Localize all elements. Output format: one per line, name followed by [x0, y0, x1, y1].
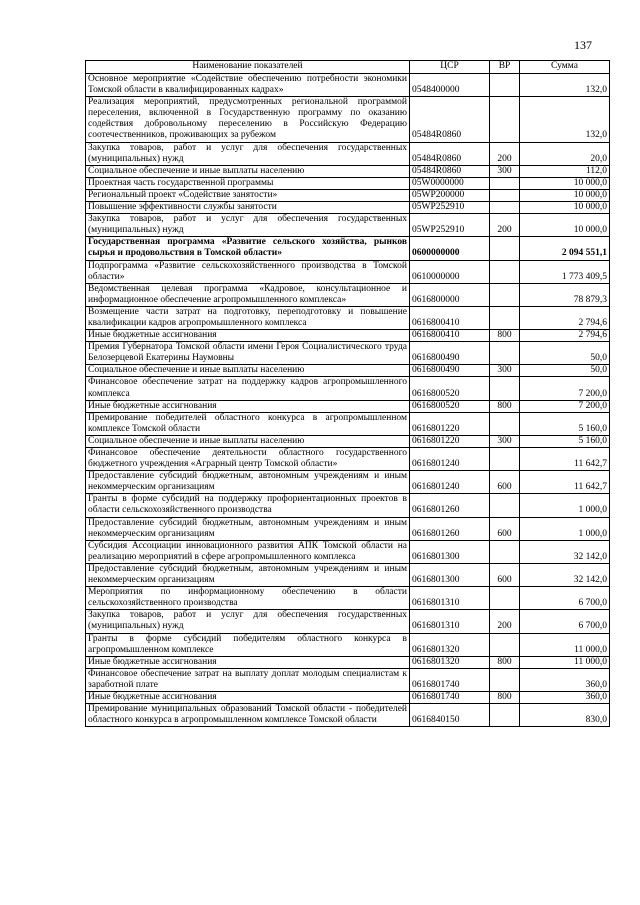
cell-csr: 0616801260: [410, 517, 490, 540]
cell-vr: 200: [490, 142, 520, 165]
cell-vr: 600: [490, 471, 520, 494]
cell-csr: 0616801320: [410, 633, 490, 656]
cell-sum: 11 000,0: [520, 656, 610, 668]
table-row: [86, 540, 610, 563]
cell-csr: 0616801740: [410, 691, 490, 703]
cell-vr: [490, 342, 520, 365]
cell-name: Финансовое обеспечение деятельности областного государственного бюджетного учреждения «Аграрный центр Томской области»: [86, 448, 410, 471]
cell-name: Основное мероприятие «Содействие обеспечению потребности экономики Томской области в квалифицированных кадрах»: [86, 74, 410, 97]
table-row: [86, 342, 610, 365]
cell-vr: [490, 704, 520, 727]
cell-name: Ведомственная целевая программа «Кадровое, консультационное и информационное обеспечение агропромышленного комплекса»: [86, 283, 410, 306]
table-header-row: [86, 61, 610, 74]
cell-sum: 32 142,0: [520, 563, 610, 586]
cell-name: Реализация мероприятий, предусмотренных региональной программой переселения, включенной в Государственную программу по оказанию содействия добровольному переселению в Российскую Федерацию соотечественников, проживающих за рубежом: [86, 97, 410, 142]
cell-sum: 11 642,7: [520, 471, 610, 494]
cell-vr: 300: [490, 365, 520, 377]
cell-name: Иные бюджетные ассигнования: [86, 656, 410, 668]
cell-csr: 0616801260: [410, 494, 490, 517]
table-row: [86, 517, 610, 540]
budget-table: [85, 60, 610, 727]
cell-vr: [490, 237, 520, 260]
cell-csr: 0610000000: [410, 260, 490, 283]
cell-sum: 1 000,0: [520, 517, 610, 540]
table-row: [86, 283, 610, 306]
cell-sum: 20,0: [520, 142, 610, 165]
cell-csr: 0616800490: [410, 365, 490, 377]
cell-vr: 300: [490, 435, 520, 447]
cell-csr: 0616801240: [410, 448, 490, 471]
cell-vr: 200: [490, 214, 520, 237]
table-row: [86, 237, 610, 260]
cell-sum: 10 000,0: [520, 214, 610, 237]
table-row: [86, 704, 610, 727]
cell-csr: 05WP252910: [410, 202, 490, 214]
table-row: [86, 471, 610, 494]
cell-name: Социальное обеспечение и иные выплаты населению: [86, 435, 410, 447]
cell-vr: 800: [490, 330, 520, 342]
cell-csr: 0616800520: [410, 400, 490, 412]
cell-name: Премирование победителей областного конкурса в агропромышленном комплексе Томской области: [86, 412, 410, 435]
header-csr: ЦСР: [410, 61, 490, 74]
cell-sum: 360,0: [520, 668, 610, 691]
cell-csr: 0616801300: [410, 540, 490, 563]
cell-name: Региональный проект «Содействие занятости»: [86, 189, 410, 201]
cell-name: Мероприятия по информационному обеспечению в области сельскохозяйственного производства: [86, 587, 410, 610]
cell-csr: 0616800000: [410, 283, 490, 306]
cell-csr: 0616801240: [410, 471, 490, 494]
cell-sum: 11 000,0: [520, 633, 610, 656]
table-row: [86, 377, 610, 400]
cell-sum: 2 794,6: [520, 330, 610, 342]
cell-sum: 5 160,0: [520, 412, 610, 435]
cell-sum: 2 794,6: [520, 306, 610, 329]
cell-vr: [490, 97, 520, 142]
cell-vr: [490, 377, 520, 400]
cell-name: Закупка товаров, работ и услуг для обеспечения государственных (муниципальных) нужд: [86, 610, 410, 633]
table-row: [86, 165, 610, 177]
table-row: [86, 365, 610, 377]
cell-csr: 0616800490: [410, 342, 490, 365]
cell-vr: [490, 260, 520, 283]
header-name: Наименование показателей: [86, 61, 410, 74]
cell-csr: 0616801740: [410, 668, 490, 691]
cell-vr: [490, 189, 520, 201]
cell-name: Повышение эффективности службы занятости: [86, 202, 410, 214]
cell-csr: 05W0000000: [410, 177, 490, 189]
cell-csr: 05484R0860: [410, 97, 490, 142]
cell-csr: 05WP200000: [410, 189, 490, 201]
cell-sum: 1 000,0: [520, 494, 610, 517]
cell-vr: 600: [490, 563, 520, 586]
cell-name: Финансовое обеспечение затрат на выплату доплат молодым специалистам к заработной плате: [86, 668, 410, 691]
cell-csr: 0616801310: [410, 587, 490, 610]
cell-name: Возмещение части затрат на подготовку, переподготовку и повышение квалификации кадров агропромышленного комплекса: [86, 306, 410, 329]
cell-name: Закупка товаров, работ и услуг для обеспечения государственных (муниципальных) нужд: [86, 214, 410, 237]
table-row: [86, 668, 610, 691]
cell-name: Субсидия Ассоциации инновационного развития АПК Томской области на реализацию мероприятий в сфере агропромышленного комплекса: [86, 540, 410, 563]
page-number: 137: [574, 38, 592, 52]
cell-vr: [490, 74, 520, 97]
table-row: [86, 306, 610, 329]
cell-vr: 800: [490, 400, 520, 412]
cell-sum: 11 642,7: [520, 448, 610, 471]
cell-sum: 6 700,0: [520, 610, 610, 633]
cell-sum: 6 700,0: [520, 587, 610, 610]
cell-csr: 0548400000: [410, 74, 490, 97]
cell-sum: 132,0: [520, 97, 610, 142]
cell-sum: 10 000,0: [520, 202, 610, 214]
cell-vr: [490, 177, 520, 189]
cell-sum: 10 000,0: [520, 177, 610, 189]
table-row: [86, 656, 610, 668]
cell-sum: 132,0: [520, 74, 610, 97]
cell-sum: 10 000,0: [520, 189, 610, 201]
table-row: [86, 177, 610, 189]
cell-sum: 32 142,0: [520, 540, 610, 563]
table-row: [86, 610, 610, 633]
cell-csr: 05WP252910: [410, 214, 490, 237]
cell-sum: 7 200,0: [520, 377, 610, 400]
cell-name: Государственная программа «Развитие сельского хозяйства, рынков сырья и продовольствия в Томской области»: [86, 237, 410, 260]
cell-csr: 0616800520: [410, 377, 490, 400]
cell-name: Проектная часть государственной программы: [86, 177, 410, 189]
cell-csr: 0616800410: [410, 306, 490, 329]
table-row: [86, 400, 610, 412]
cell-vr: [490, 412, 520, 435]
cell-name: Иные бюджетные ассигнования: [86, 691, 410, 703]
cell-vr: [490, 540, 520, 563]
cell-sum: 830,0: [520, 704, 610, 727]
table-row: [86, 691, 610, 703]
cell-sum: 1 773 409,5: [520, 260, 610, 283]
cell-vr: [490, 633, 520, 656]
cell-vr: [490, 202, 520, 214]
cell-name: Гранты в форме субсидий на поддержку профориентационных проектов в области сельскохозяйственного производства: [86, 494, 410, 517]
cell-name: Иные бюджетные ассигнования: [86, 400, 410, 412]
cell-csr: 0616801220: [410, 435, 490, 447]
table-row: [86, 435, 610, 447]
cell-name: Предоставление субсидий бюджетным, автономным учреждениям и иным некоммерческим организациям: [86, 517, 410, 540]
cell-sum: 5 160,0: [520, 435, 610, 447]
table-body: [86, 74, 610, 727]
cell-name: Закупка товаров, работ и услуг для обеспечения государственных (муниципальных) нужд: [86, 142, 410, 165]
cell-csr: 0616801220: [410, 412, 490, 435]
cell-name: Социальное обеспечение и иные выплаты населению: [86, 365, 410, 377]
cell-name: Финансовое обеспечение затрат на поддержку кадров агропромышленного комплекса: [86, 377, 410, 400]
cell-vr: 800: [490, 656, 520, 668]
table-row: [86, 97, 610, 142]
cell-name: Предоставление субсидий бюджетным, автономным учреждениям и иным некоммерческим организациям: [86, 471, 410, 494]
cell-vr: [490, 494, 520, 517]
table-row: [86, 142, 610, 165]
cell-name: Социальное обеспечение и иные выплаты населению: [86, 165, 410, 177]
cell-vr: [490, 448, 520, 471]
cell-sum: 78 879,3: [520, 283, 610, 306]
table-row: [86, 448, 610, 471]
cell-name: Премирование муниципальных образований Томской области - победителей областного конкурса в агропромышленном комплексе Томской области: [86, 704, 410, 727]
header-vr: ВР: [490, 61, 520, 74]
cell-csr: 0616801300: [410, 563, 490, 586]
cell-name: Гранты в форме субсидий победителям областного конкурса в агропромышленном комплексе: [86, 633, 410, 656]
cell-vr: [490, 283, 520, 306]
table-row: [86, 563, 610, 586]
table-row: [86, 494, 610, 517]
cell-sum: 112,0: [520, 165, 610, 177]
cell-csr: 0616840150: [410, 704, 490, 727]
cell-csr: 0616801310: [410, 610, 490, 633]
cell-vr: 800: [490, 691, 520, 703]
cell-name: Иные бюджетные ассигнования: [86, 330, 410, 342]
cell-csr: 0616800410: [410, 330, 490, 342]
cell-name: Подпрограмма «Развитие сельскохозяйственного производства в Томской области»: [86, 260, 410, 283]
cell-vr: [490, 668, 520, 691]
table-row: [86, 633, 610, 656]
cell-vr: 300: [490, 165, 520, 177]
cell-sum: 50,0: [520, 365, 610, 377]
cell-vr: [490, 306, 520, 329]
cell-vr: 600: [490, 517, 520, 540]
table-row: [86, 330, 610, 342]
header-sum: Сумма: [520, 61, 610, 74]
cell-csr: 0616801320: [410, 656, 490, 668]
cell-csr: 05484R0860: [410, 142, 490, 165]
cell-csr: 05484R0860: [410, 165, 490, 177]
table-row: [86, 202, 610, 214]
cell-sum: 2 094 551,1: [520, 237, 610, 260]
cell-name: Премия Губернатора Томской области имени Героя Социалистического труда Белозерцевой Екатерины Наумовны: [86, 342, 410, 365]
table-row: [86, 260, 610, 283]
table-row: [86, 74, 610, 97]
cell-name: Предоставление субсидий бюджетным, автономным учреждениям и иным некоммерческим организациям: [86, 563, 410, 586]
cell-sum: 50,0: [520, 342, 610, 365]
table-row: [86, 214, 610, 237]
table-row: [86, 587, 610, 610]
cell-vr: [490, 587, 520, 610]
cell-vr: 200: [490, 610, 520, 633]
cell-sum: 7 200,0: [520, 400, 610, 412]
table-row: [86, 189, 610, 201]
table-row: [86, 412, 610, 435]
cell-sum: 360,0: [520, 691, 610, 703]
cell-csr: 0600000000: [410, 237, 490, 260]
